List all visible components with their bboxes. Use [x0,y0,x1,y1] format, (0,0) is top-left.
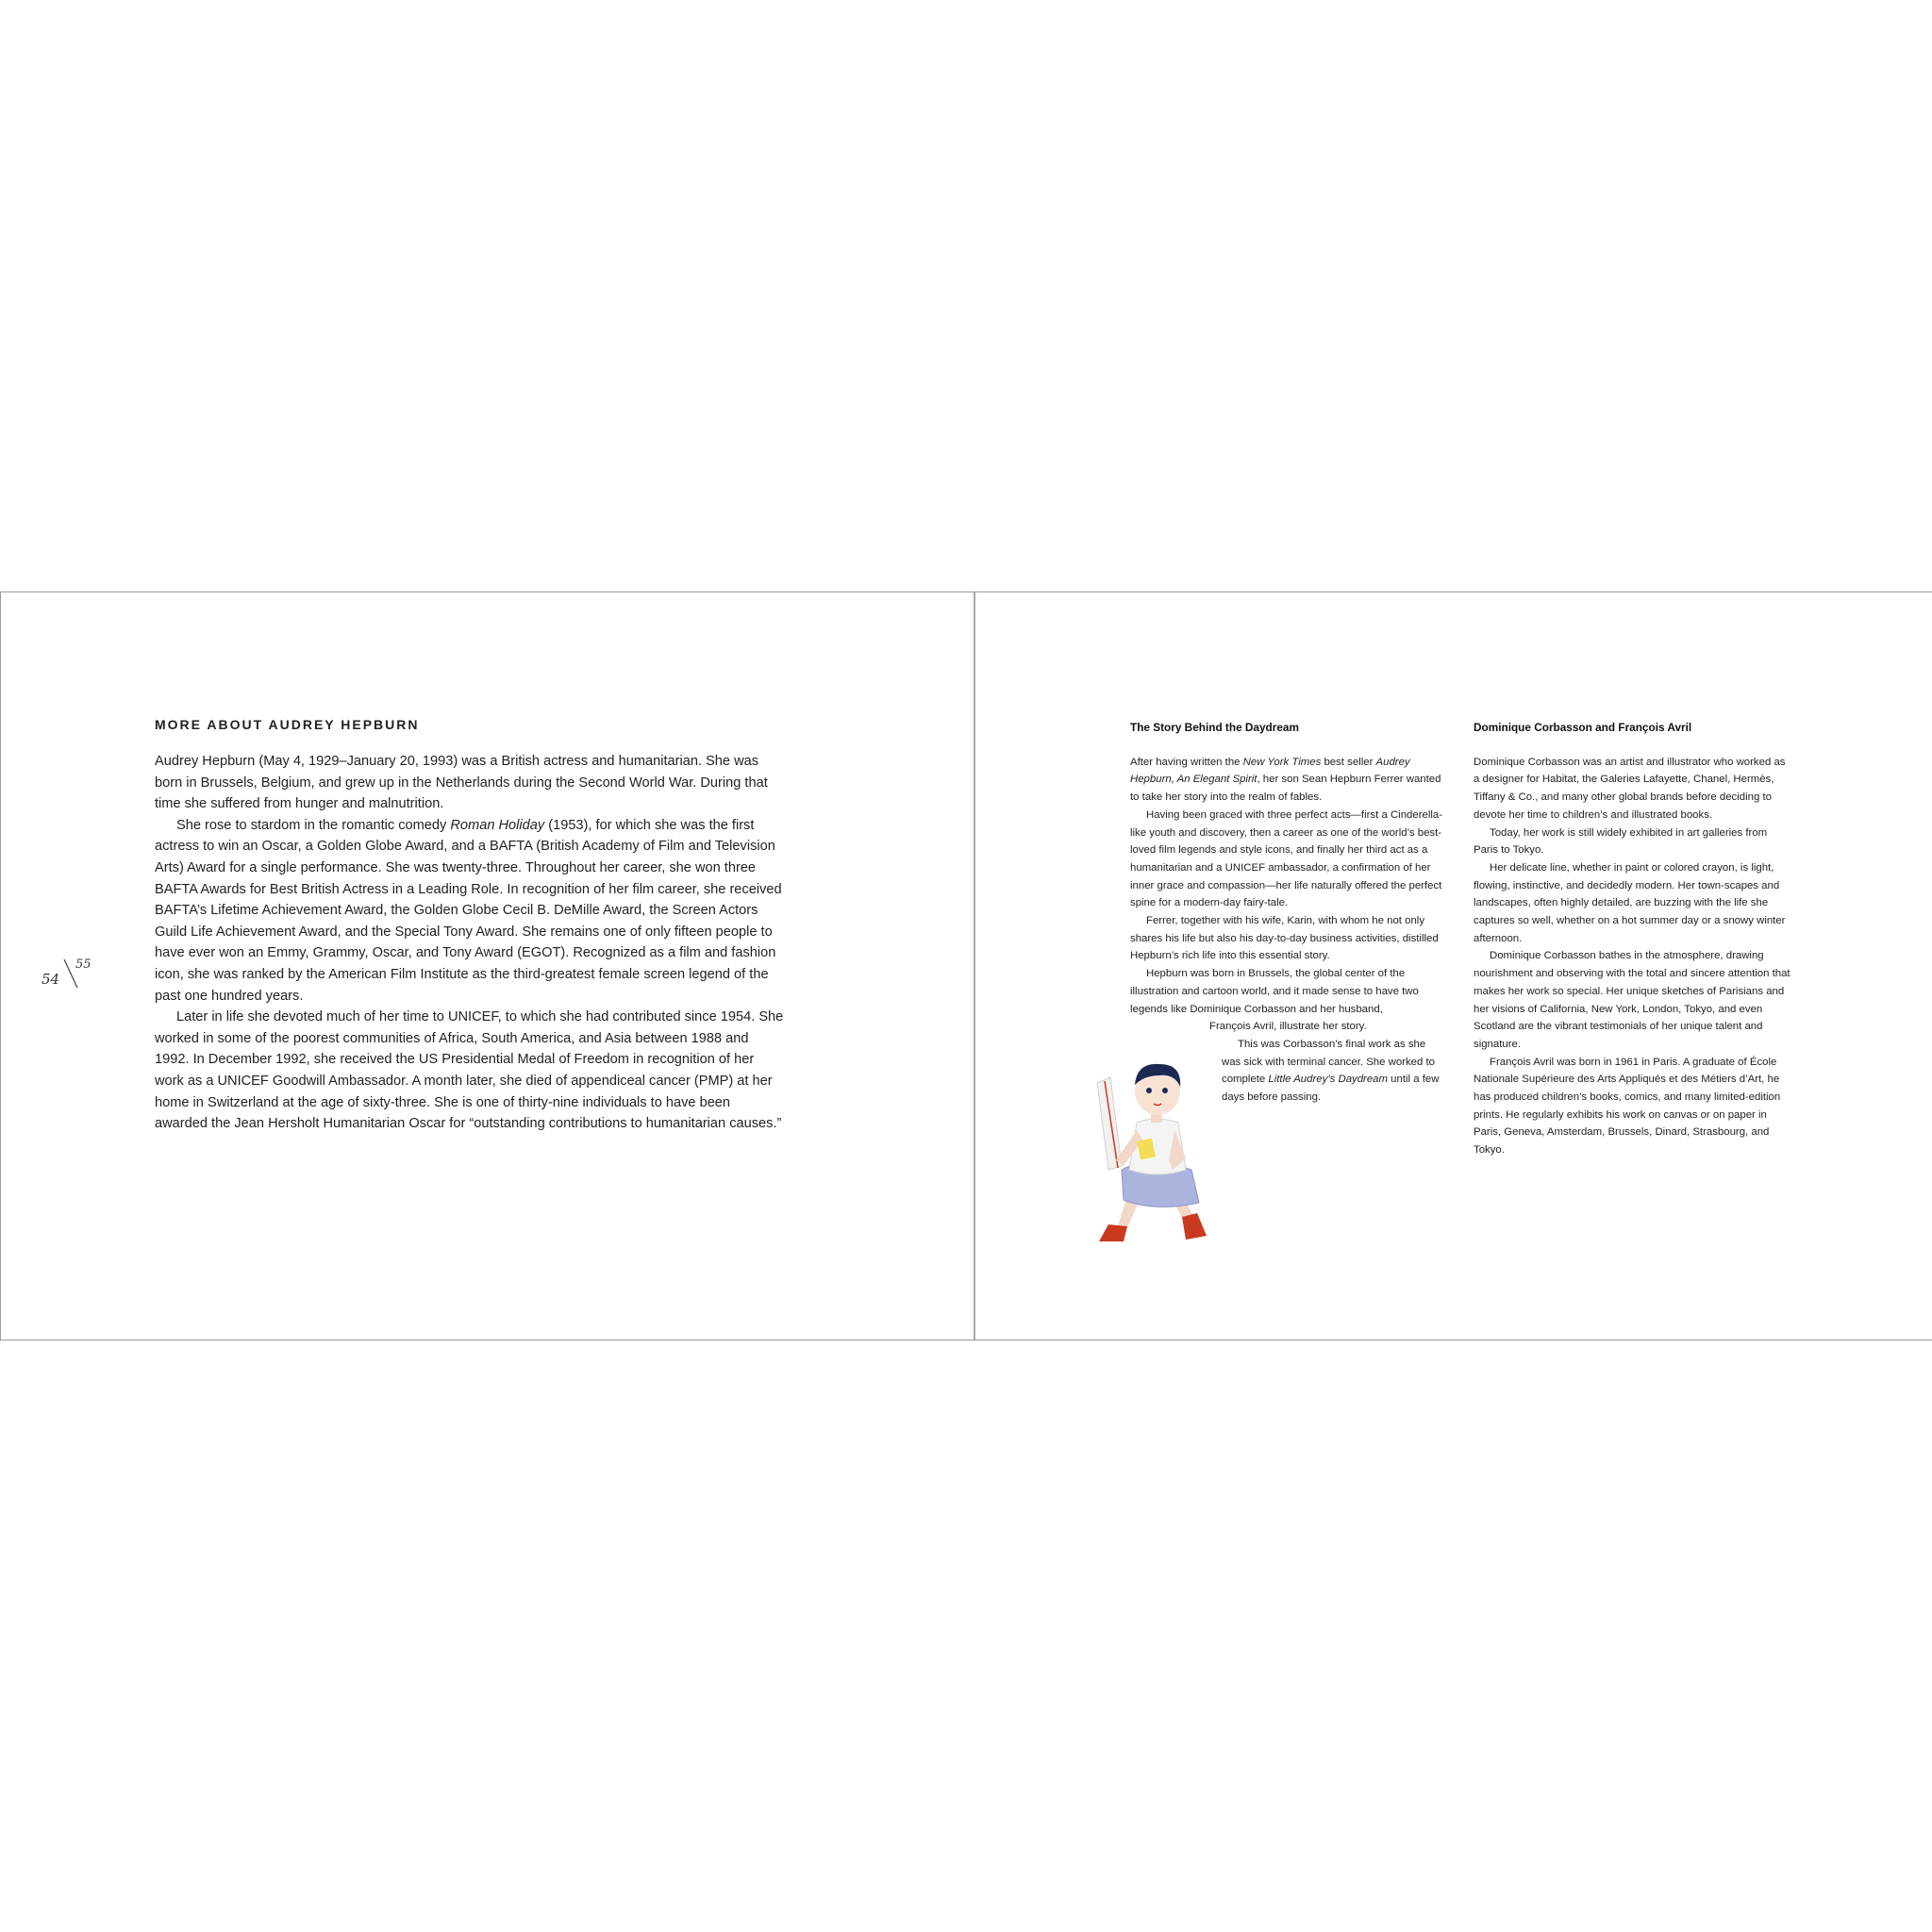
paragraph-3: Later in life she devoted much of her time to UNICEF, to which she had contributed since 1954. She worked in some of the poorest communities of Africa, South America, and Asia between 1988 and 1992. In December 1992, she received the US Presidential Medal of Freedom in recognition of her work as a UNICEF Goodwill Ambassador. A month later, she died of appendiceal cancer (PMP) at her home in Switzerland at the age of sixty-three. She is one of thirty-nine individuals to have been awarded the Jean Hersholt Humanitarian Oscar for “outstanding contributions to humanitarian causes.” [155,1009,784,1132]
paragraph-2-text-b: (1953), for which she was the first actress to win an Oscar, a Golden Globe Award, and a BAFTA (British Academy of Film and Television Arts) Award for a single performance. She was twenty-three. Throughout her career, she won three BAFTA Awards for Best British Actress in a Leading Role. In recognition of her film career, she received BAFTA’s Lifetime Achievement Award, the Golden Globe Cecil B. DeMille Award, the Screen Actors Guild Life Achievement Award, and the Special Tony Award. She remains one of only fifteen people to have ever won an Emmy, Grammy, Oscar, and Tony Award (EGOT). Recognized as a film and fashion icon, she was ranked by the American Film Institute as the third-greatest female screen legend of the past one hundred years. [155,817,782,1004]
story-paragraph-4: Hepburn was born in Brussels, the global center of the illustration and cartoon world, and it made sense to have two legends like Dominique Corbasson and her husband, [1130,968,1419,1015]
page-number-right: 55 [75,958,92,972]
film-title: Roman Holiday [450,817,545,833]
daydream-title: Little Audrey’s Daydream [1268,1074,1389,1086]
left-page-content [155,717,787,1135]
authors-paragraph-2: Today, her work is still widely exhibited in art galleries from Paris to Tokyo. [1474,826,1768,857]
story-paragraph-2: Having been graced with three perfect acts—first a Cinderella-like youth and discovery, then a career as one of the world’s best-loved film legends and style icons, and finally her third act as a humanitarian and a UNICEF ambassador, a confirmation of her inner grace and compassion—her life naturally offered the perfect spine for a modern-day fairy-tale. [1130,808,1443,909]
paragraph-2-text-a: She rose to stardom in the romantic comedy [176,817,451,833]
paragraph-1: Audrey Hepburn (May 4, 1929–January 20, 1993) was a British actress and humanitarian. She was born in Brussels, Belgium, and grew up in the Netherlands during the Second World War. During that time she suffered from hunger and malnutrition. [155,754,768,812]
authors-paragraph-5: François Avril was born in 1961 in Paris. A graduate of École Nationale Supérieure des Arts Appliqués et des Métiers d’Art, he has produced children’s books, comics, and many limited-edition prints. He regularly exhibits his work on canvas or on paper in Paris, Geneva, Amsterdam, Brussels, Dinard, Strasbourg, and Tokyo. [1474,1056,1781,1157]
story-heading: The Story Behind the Daydream [1130,721,1299,734]
newspaper-title: New York Times [1242,756,1322,768]
paragraph-2 [155,815,787,1007]
story-p1-text-c: , her son Sean Hepburn Ferrer wanted to take her story into the realm of fables. [1130,774,1441,804]
story-p1-text-b: best seller [1321,756,1376,768]
story-p5-text-b: until a few days before passing. [1222,1074,1440,1104]
authors-paragraph-3: Her delicate line, whether in paint or colored crayon, is light, flowing, instinctive, and decidedly modern. Her town-scapes and landscapes, often highly detailed, are buzzing with the life she captures so well, whether on a hot summer day or a snowy winter afternoon. [1474,861,1786,944]
page-gutter [974,592,975,1340]
story-p1-text-a: After having written the [1130,756,1243,768]
little-girl-reading-book-icon [1080,1028,1231,1255]
story-p5-text-a: This was Corbasson’s final work as she was sick with terminal cancer. She worked to complete [1222,1038,1436,1086]
book-title: Audrey Hepburn, An Elegant Spirit [1130,756,1410,786]
authors-paragraph-4: Dominique Corbasson bathes in the atmosphere, drawing nourishment and observing with the total and sincere attention that makes her work so special. Her unique sketches of Parisians and her visions of California, New York, London, Tokyo, and even Scotland are the vibrant testimonials of her unique talent and signature. [1474,950,1790,1050]
story-paragraph-1 [1130,754,1446,807]
authors-heading: Dominique Corbasson and François Avril [1474,721,1692,734]
authors-column [1474,719,1792,1159]
page-numbers [42,958,98,995]
story-paragraph-4-continued: François Avril, illustrate her story. [1209,1021,1367,1033]
authors-paragraph-1: Dominique Corbasson was an artist and illustrator who worked as a designer for Habitat, the Galeries Lafayette, Chanel, Hermès, Tiffany & Co., and many other global brands before deciding to devote her time to children’s and illustrated books. [1474,756,1786,821]
story-paragraph-3: Ferrer, together with his wife, Karin, with whom he not only shares his life but also his day-to-day business activities, distilled Hepburn’s rich life into this essential story. [1130,915,1439,962]
page-number-left: 54 [42,971,60,988]
section-heading: MORE ABOUT AUDREY HEPBURN [155,717,420,732]
biography-text [155,751,787,1135]
